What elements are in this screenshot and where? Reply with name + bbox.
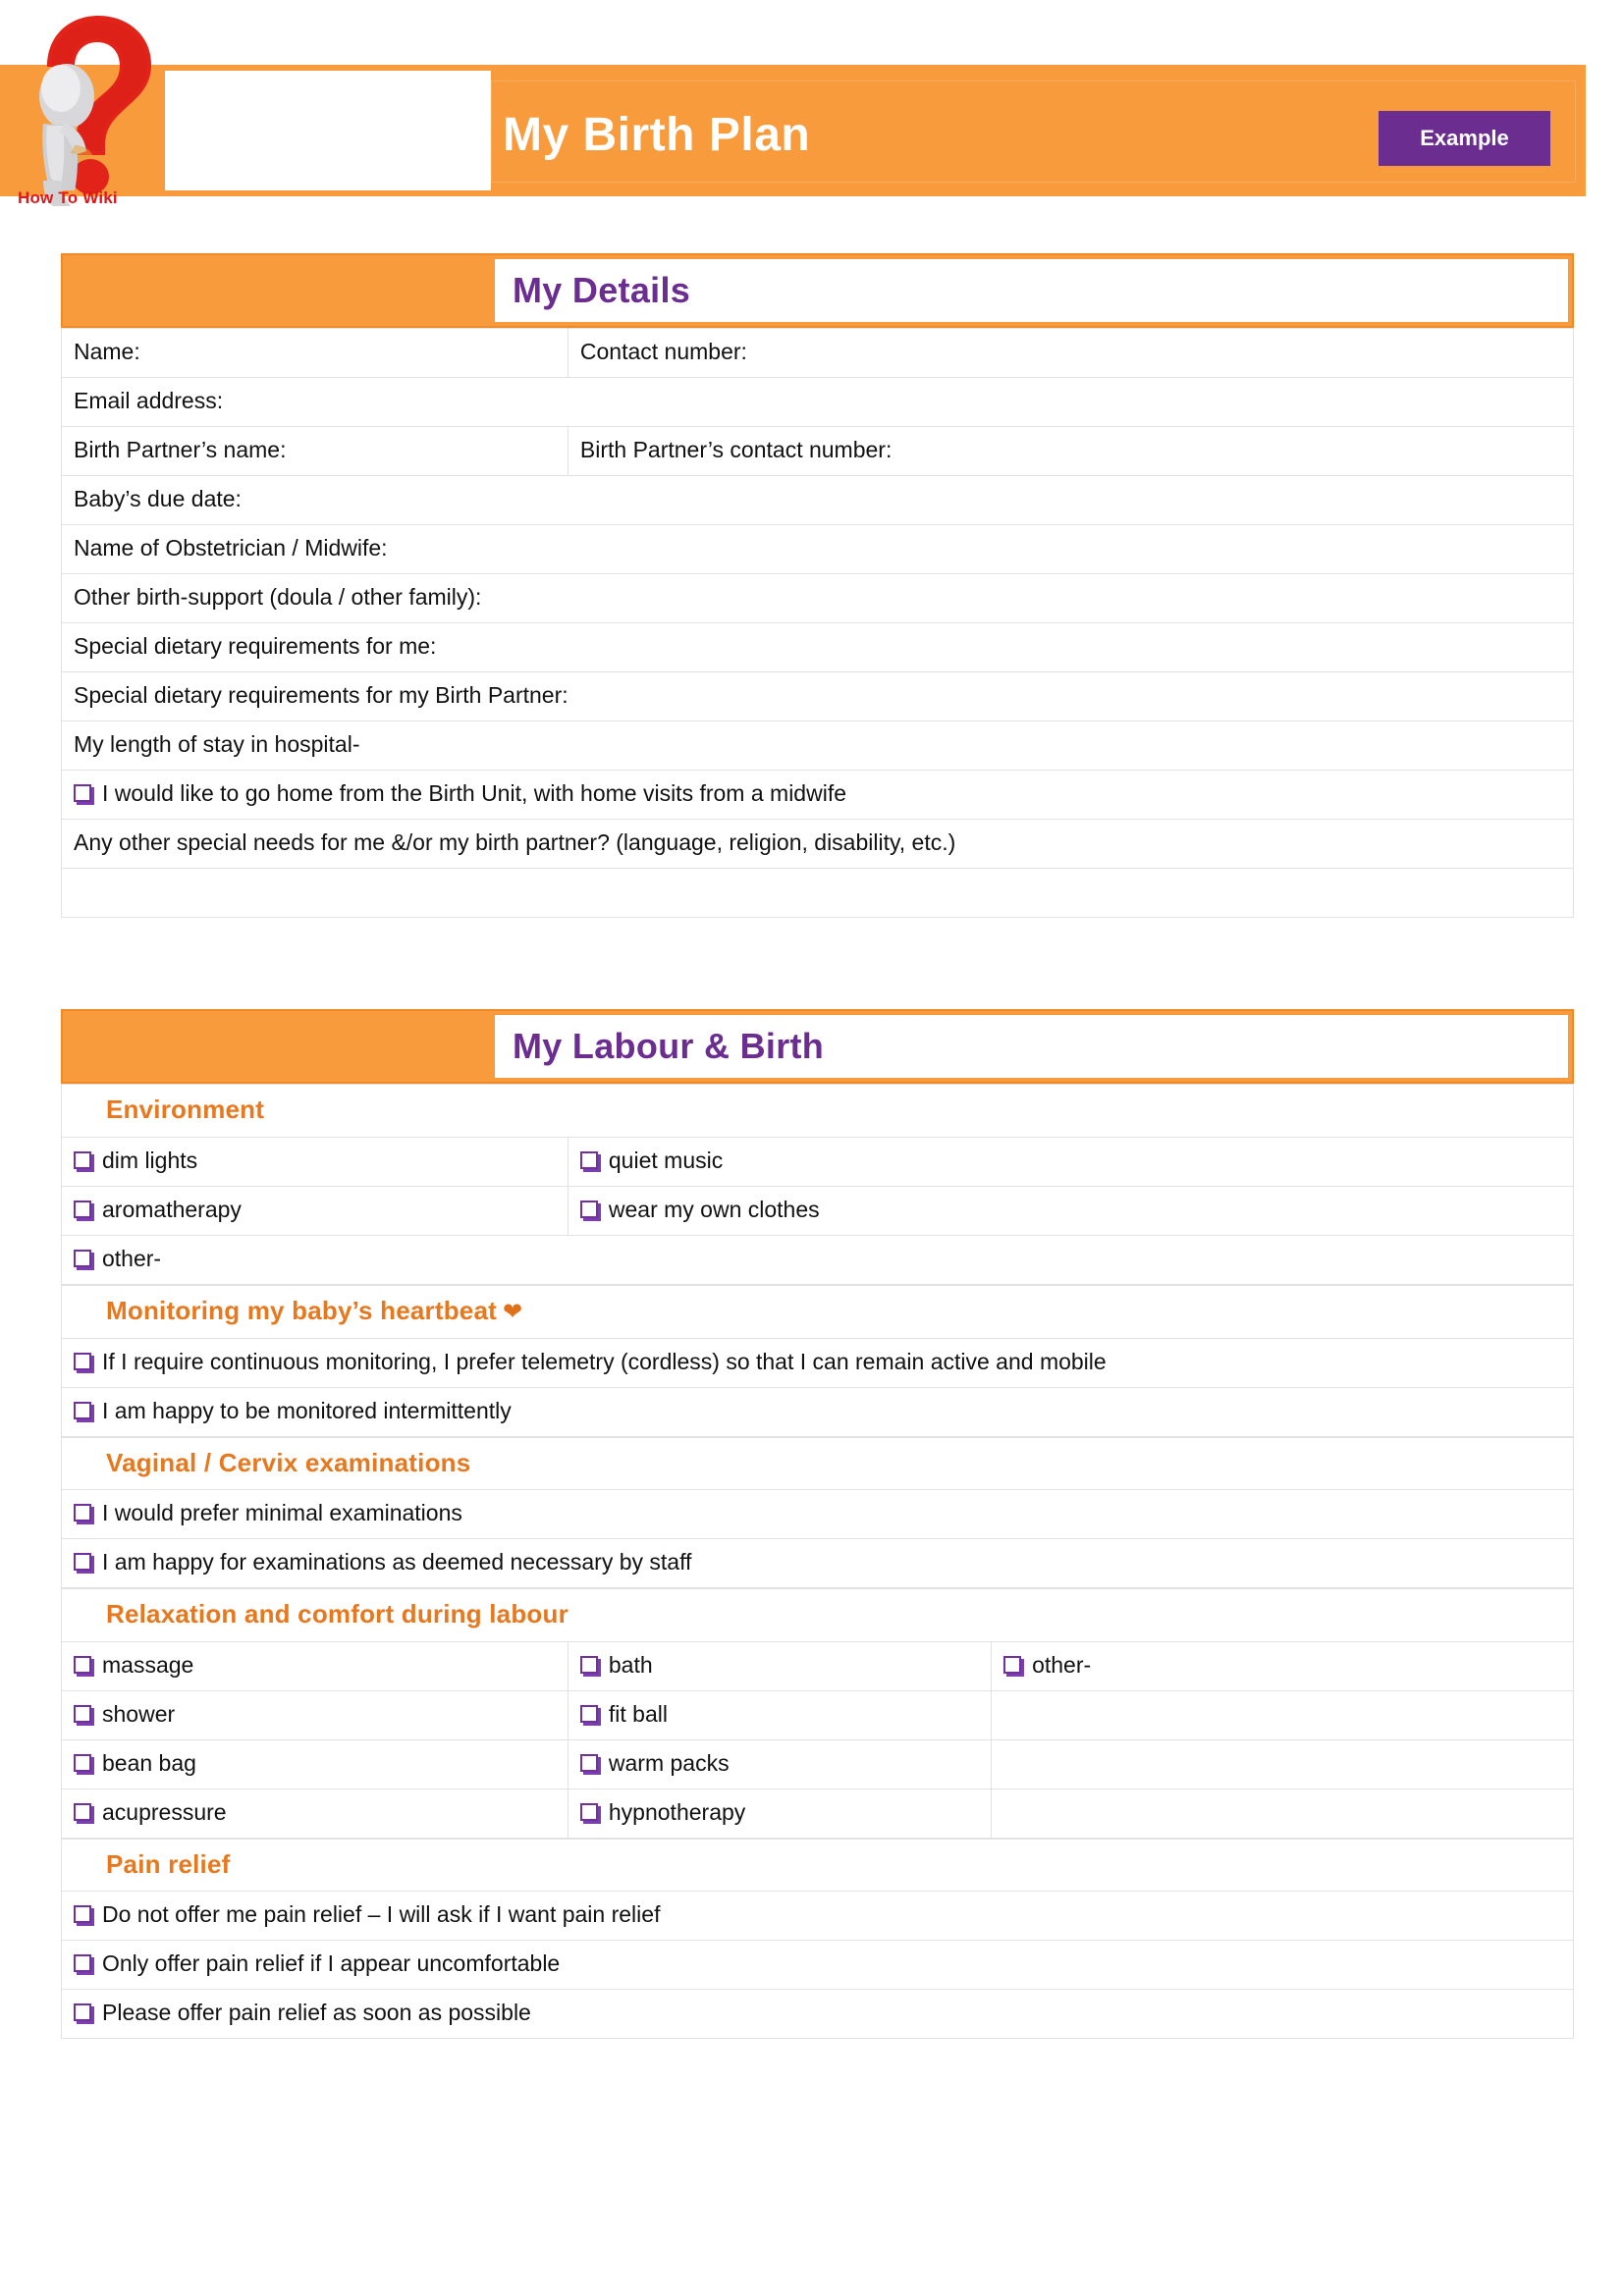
table-row <box>62 1941 1574 1990</box>
checkbox-row[interactable] <box>62 1235 1574 1284</box>
table-row <box>62 1186 1574 1235</box>
checkbox-row[interactable] <box>62 1387 1574 1436</box>
labour-group-table <box>61 1285 1574 1437</box>
table-row <box>62 427 1574 476</box>
empty-cell <box>992 1690 1574 1739</box>
subsection-heading-row <box>62 1589 1574 1642</box>
checkbox-icon[interactable] <box>74 1656 91 1674</box>
heart-icon: ❤ <box>502 1298 523 1325</box>
checkbox-icon[interactable] <box>74 1954 91 1972</box>
checkbox-icon[interactable] <box>580 1151 598 1169</box>
table-row <box>62 1641 1574 1690</box>
checkbox-icon[interactable] <box>74 1553 91 1571</box>
checkbox-label: shower <box>102 1700 176 1727</box>
details-field-label[interactable]: Any other special needs for me &/or my birth partner? (language, religion, disability, etc.) <box>62 820 1574 869</box>
details-field-label[interactable]: Name: <box>62 329 568 378</box>
subsection-heading <box>62 1839 1574 1892</box>
checkbox-icon[interactable] <box>580 1754 598 1772</box>
checkbox-row[interactable] <box>62 1892 1574 1941</box>
checkbox-label: I would like to go home from the Birth Unit, with home visits from a midwife <box>102 780 847 807</box>
checkbox-label: Only offer pain relief if I appear uncomfortable <box>102 1950 561 1977</box>
section-title: My Details <box>513 270 691 310</box>
table-row <box>62 1387 1574 1436</box>
checkbox-icon[interactable] <box>580 1201 598 1218</box>
checkbox-cell[interactable] <box>568 1641 991 1690</box>
checkbox-icon[interactable] <box>1003 1656 1021 1674</box>
section-my-labour-and-birth <box>61 1009 1574 2039</box>
subsection-heading-row <box>62 1839 1574 1892</box>
checkbox-icon[interactable] <box>74 1803 91 1821</box>
checkbox-cell[interactable] <box>568 1789 991 1838</box>
checkbox-icon[interactable] <box>74 1705 91 1723</box>
labour-group-table <box>61 1084 1574 1285</box>
details-field-label[interactable]: Birth Partner’s name: <box>62 427 568 476</box>
checkbox-cell[interactable] <box>568 1137 1573 1186</box>
checkbox-label: bath <box>608 1651 653 1678</box>
subsection-heading <box>62 1589 1574 1642</box>
table-row <box>62 1690 1574 1739</box>
table-row <box>62 1490 1574 1539</box>
table-row <box>62 476 1574 525</box>
checkbox-icon[interactable] <box>74 2003 91 2021</box>
checkbox-cell[interactable] <box>992 1641 1574 1690</box>
details-field-label[interactable]: Special dietary requirements for my Birth Partner: <box>62 672 1574 721</box>
table-row <box>62 1789 1574 1838</box>
section-header-my-details <box>61 253 1574 328</box>
table-row <box>62 771 1574 820</box>
checkbox-cell[interactable] <box>568 1186 1573 1235</box>
details-field-label[interactable]: Special dietary requirements for me: <box>62 623 1574 672</box>
subsection-heading-row <box>62 1285 1574 1338</box>
checkbox-row[interactable] <box>62 1990 1574 2039</box>
labour-group-table <box>61 1839 1574 2040</box>
checkbox-row[interactable] <box>62 771 1574 820</box>
table-row <box>62 329 1574 378</box>
checkbox-row[interactable] <box>62 1539 1574 1588</box>
table-row <box>62 672 1574 721</box>
question-mark-character-icon <box>14 8 171 209</box>
details-field-label[interactable]: Contact number: <box>568 329 1573 378</box>
details-field-label[interactable]: Other birth-support (doula / other family): <box>62 574 1574 623</box>
subsection-heading-text: Monitoring my baby’s heartbeat <box>106 1295 497 1325</box>
table-row <box>62 1137 1574 1186</box>
header-white-panel <box>165 71 491 190</box>
checkbox-cell[interactable] <box>568 1690 991 1739</box>
blank-write-in-row[interactable] <box>62 869 1574 918</box>
section-title: My Labour & Birth <box>513 1026 825 1066</box>
checkbox-label: I would prefer minimal examinations <box>102 1500 462 1526</box>
checkbox-label: If I require continuous monitoring, I prefer telemetry (cordless) so that I can remain active and mobile <box>102 1348 1107 1374</box>
checkbox-icon[interactable] <box>74 1151 91 1169</box>
checkbox-cell[interactable] <box>62 1739 568 1789</box>
checkbox-cell[interactable] <box>62 1789 568 1838</box>
table-row <box>62 1539 1574 1588</box>
checkbox-icon[interactable] <box>74 1504 91 1522</box>
subsection-heading <box>62 1085 1574 1138</box>
table-row <box>62 869 1574 918</box>
table-row <box>62 1990 1574 2039</box>
checkbox-icon[interactable] <box>74 1353 91 1370</box>
checkbox-cell[interactable] <box>62 1186 568 1235</box>
checkbox-label: aromatherapy <box>102 1196 242 1222</box>
checkbox-label: fit ball <box>608 1700 668 1727</box>
checkbox-icon[interactable] <box>580 1705 598 1723</box>
subsection-heading <box>62 1437 1574 1490</box>
checkbox-cell[interactable] <box>62 1690 568 1739</box>
details-field-label[interactable]: Name of Obstetrician / Midwife: <box>62 525 1574 574</box>
page-title: My Birth Plan <box>503 109 811 161</box>
checkbox-label: bean bag <box>102 1749 196 1776</box>
details-field-label[interactable]: Baby’s due date: <box>62 476 1574 525</box>
checkbox-label: dim lights <box>102 1147 198 1173</box>
checkbox-icon[interactable] <box>74 1201 91 1218</box>
table-row <box>62 1739 1574 1789</box>
checkbox-row[interactable] <box>62 1338 1574 1387</box>
checkbox-row[interactable] <box>62 1941 1574 1990</box>
checkbox-label: acupressure <box>102 1798 227 1825</box>
details-field-label[interactable]: Email address: <box>62 378 1574 427</box>
checkbox-label: other- <box>102 1245 162 1271</box>
example-badge[interactable]: Example <box>1379 111 1550 166</box>
checkbox-row[interactable] <box>62 1490 1574 1539</box>
checkbox-icon[interactable] <box>74 1402 91 1419</box>
labour-group-table <box>61 1437 1574 1589</box>
table-row <box>62 525 1574 574</box>
subsection-heading-text: Relaxation and comfort during labour <box>106 1599 568 1629</box>
subsection-heading-row <box>62 1437 1574 1490</box>
checkbox-label: Please offer pain relief as soon as possible <box>102 2000 531 2026</box>
checkbox-label: massage <box>102 1651 194 1678</box>
checkbox-icon[interactable] <box>580 1803 598 1821</box>
logo-caption: How To Wiki <box>18 188 118 207</box>
table-row <box>62 1338 1574 1387</box>
checkbox-label: wear my own clothes <box>608 1196 820 1222</box>
section-my-details <box>61 253 1574 918</box>
checkbox-icon[interactable] <box>580 1656 598 1674</box>
checkbox-cell[interactable] <box>568 1739 991 1789</box>
empty-cell <box>992 1789 1574 1838</box>
subsection-heading-text: Pain relief <box>106 1848 231 1879</box>
subsection-heading <box>62 1285 1574 1338</box>
subsection-heading-row <box>62 1085 1574 1138</box>
table-row <box>62 378 1574 427</box>
empty-cell <box>992 1739 1574 1789</box>
checkbox-cell[interactable] <box>62 1641 568 1690</box>
table-row <box>62 1235 1574 1284</box>
subsection-heading-text: Vaginal / Cervix examinations <box>106 1447 471 1477</box>
table-row <box>62 721 1574 771</box>
checkbox-icon[interactable] <box>74 1754 91 1772</box>
checkbox-label: I am happy for examinations as deemed necessary by staff <box>102 1549 692 1575</box>
checkbox-cell[interactable] <box>62 1137 568 1186</box>
table-row <box>62 574 1574 623</box>
details-field-label[interactable]: Birth Partner’s contact number: <box>568 427 1573 476</box>
how-to-wiki-logo <box>14 8 171 209</box>
checkbox-icon[interactable] <box>74 784 91 802</box>
table-row <box>62 820 1574 869</box>
checkbox-label: quiet music <box>608 1147 724 1173</box>
checkbox-label: warm packs <box>608 1749 730 1776</box>
labour-group-table <box>61 1588 1574 1839</box>
my-details-table <box>61 328 1574 918</box>
subsection-heading-text: Environment <box>106 1095 265 1124</box>
checkbox-label: I am happy to be monitored intermittently <box>102 1397 512 1423</box>
checkbox-icon[interactable] <box>74 1250 91 1267</box>
details-field-label[interactable]: My length of stay in hospital- <box>62 721 1574 771</box>
table-row <box>62 623 1574 672</box>
table-row <box>62 1892 1574 1941</box>
checkbox-icon[interactable] <box>74 1905 91 1923</box>
section-header-my-labour-and-birth <box>61 1009 1574 1084</box>
labour-groups <box>61 1084 1574 2039</box>
checkbox-label: hypnotherapy <box>608 1798 746 1825</box>
checkbox-label: Do not offer me pain relief – I will ask if I want pain relief <box>102 1901 661 1928</box>
checkbox-label: other- <box>1032 1651 1092 1678</box>
